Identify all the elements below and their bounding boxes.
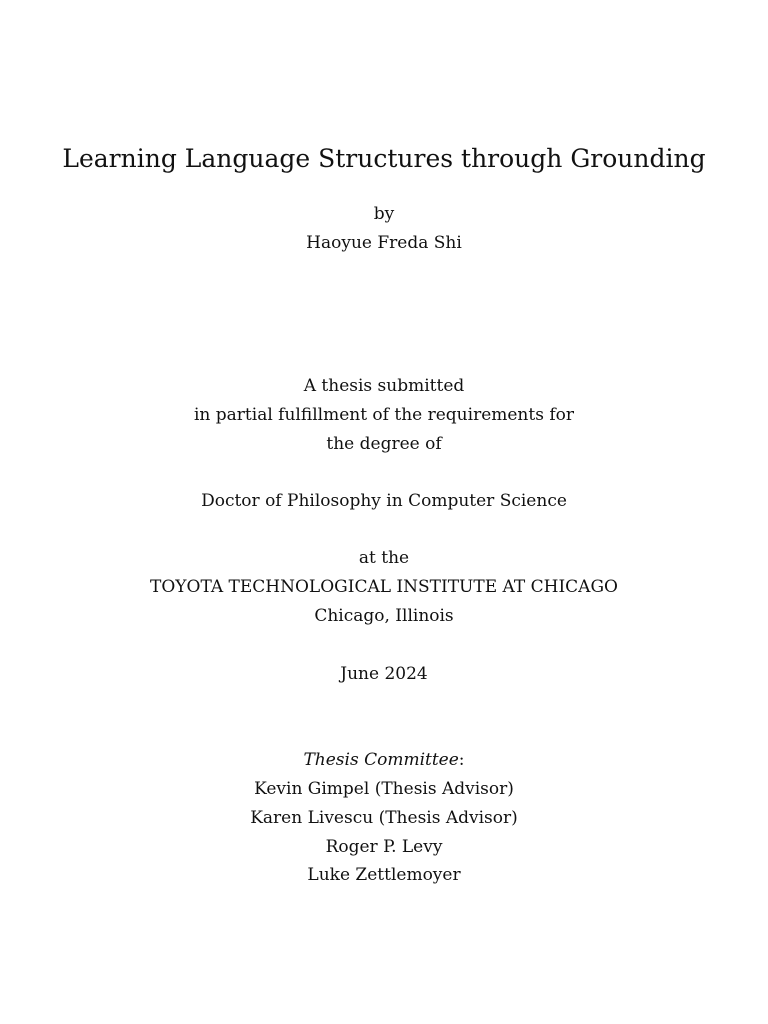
submission-line-1: A thesis submitted xyxy=(303,376,465,396)
submission-date: June 2024 xyxy=(340,664,428,684)
committee-heading xyxy=(0,749,768,771)
submission-line-3: the degree of xyxy=(326,434,442,454)
author-by: by xyxy=(373,204,395,224)
committee-member: Karen Livescu (Thesis Advisor) xyxy=(250,808,518,828)
author-name: Haoyue Freda Shi xyxy=(306,233,462,253)
committee-heading-colon: : xyxy=(458,750,465,770)
institution-location: Chicago, Illinois xyxy=(314,606,454,626)
committee-member: Luke Zettlemoyer xyxy=(307,865,461,885)
institution-at: at the xyxy=(358,548,410,568)
degree-name: Doctor of Philosophy in Computer Science xyxy=(201,491,567,511)
institution-name: TOYOTA TECHNOLOGICAL INSTITUTE AT CHICAGO xyxy=(150,577,618,597)
thesis-title: Learning Language Structures through Grounding xyxy=(62,144,706,173)
committee-heading-label: Thesis Committee xyxy=(303,750,459,770)
committee-member: Kevin Gimpel (Thesis Advisor) xyxy=(254,779,514,799)
submission-line-2: in partial fulfillment of the requirements for xyxy=(194,405,574,425)
committee-member: Roger P. Levy xyxy=(325,837,443,857)
